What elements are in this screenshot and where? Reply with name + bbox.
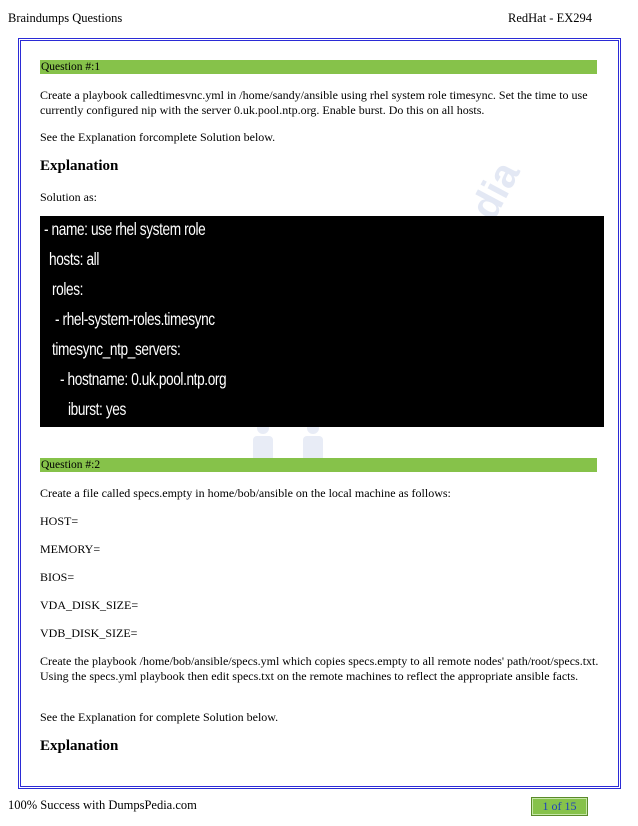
code-line: roles: bbox=[52, 279, 84, 299]
code-line: iburst: yes bbox=[68, 399, 126, 419]
header-title: Braindumps Questions bbox=[8, 11, 123, 25]
page-header bbox=[8, 11, 630, 27]
code-line: timesync_ntp_servers: bbox=[52, 339, 181, 359]
header-exam-code: RedHat - EX294 bbox=[507, 11, 592, 25]
question-1-see-explanation: See the Explanation forcomplete Solution below. bbox=[40, 130, 276, 144]
footer-brand: 100% Success with DumpsPedia.com bbox=[8, 798, 197, 812]
solution-code-image bbox=[40, 216, 604, 427]
question-1-bar: Question #:1 bbox=[40, 60, 597, 74]
question-1-explanation-heading: Explanation bbox=[40, 158, 119, 174]
spec-field: HOST= bbox=[40, 514, 79, 528]
question-2-explanation-heading: Explanation bbox=[40, 738, 119, 754]
code-line: hosts: all bbox=[49, 249, 99, 269]
spec-field: VDB_DISK_SIZE= bbox=[40, 626, 138, 640]
code-line: - rhel-system-roles.timesync bbox=[55, 309, 215, 329]
spec-field: VDA_DISK_SIZE= bbox=[40, 598, 139, 612]
spec-field: MEMORY= bbox=[40, 542, 101, 556]
question-1-solution-label: Solution as: bbox=[40, 190, 98, 204]
question-2-task: Create the playbook /home/bob/ansible/specs.yml which copies specs.empty to all remote nodes' path/root/specs.txt. Using the specs.yml playbook then edit specs.txt on the remote machines to reflect the appropriate ansible facts. bbox=[40, 654, 599, 683]
spec-field: BIOS= bbox=[40, 570, 75, 584]
code-line: - name: use rhel system role bbox=[44, 219, 206, 239]
question-2-see-explanation: See the Explanation for complete Solution below. bbox=[40, 710, 279, 724]
code-line: - hostname: 0.uk.pool.ntp.org bbox=[60, 369, 227, 389]
question-2-intro: Create a file called specs.empty in home/bob/ansible on the local machine as follows: bbox=[40, 486, 451, 500]
question-1-text: Create a playbook calledtimesvnc.yml in /home/sandy/ansible using rhel system role timesync. Set the time to use currently configured nip with the server 0.uk.pool.ntp.org. Enable burst. Do this on all hosts. bbox=[40, 88, 588, 117]
page-number-badge: 1 of 15 bbox=[531, 797, 588, 816]
question-2-bar: Question #:2 bbox=[40, 458, 597, 472]
